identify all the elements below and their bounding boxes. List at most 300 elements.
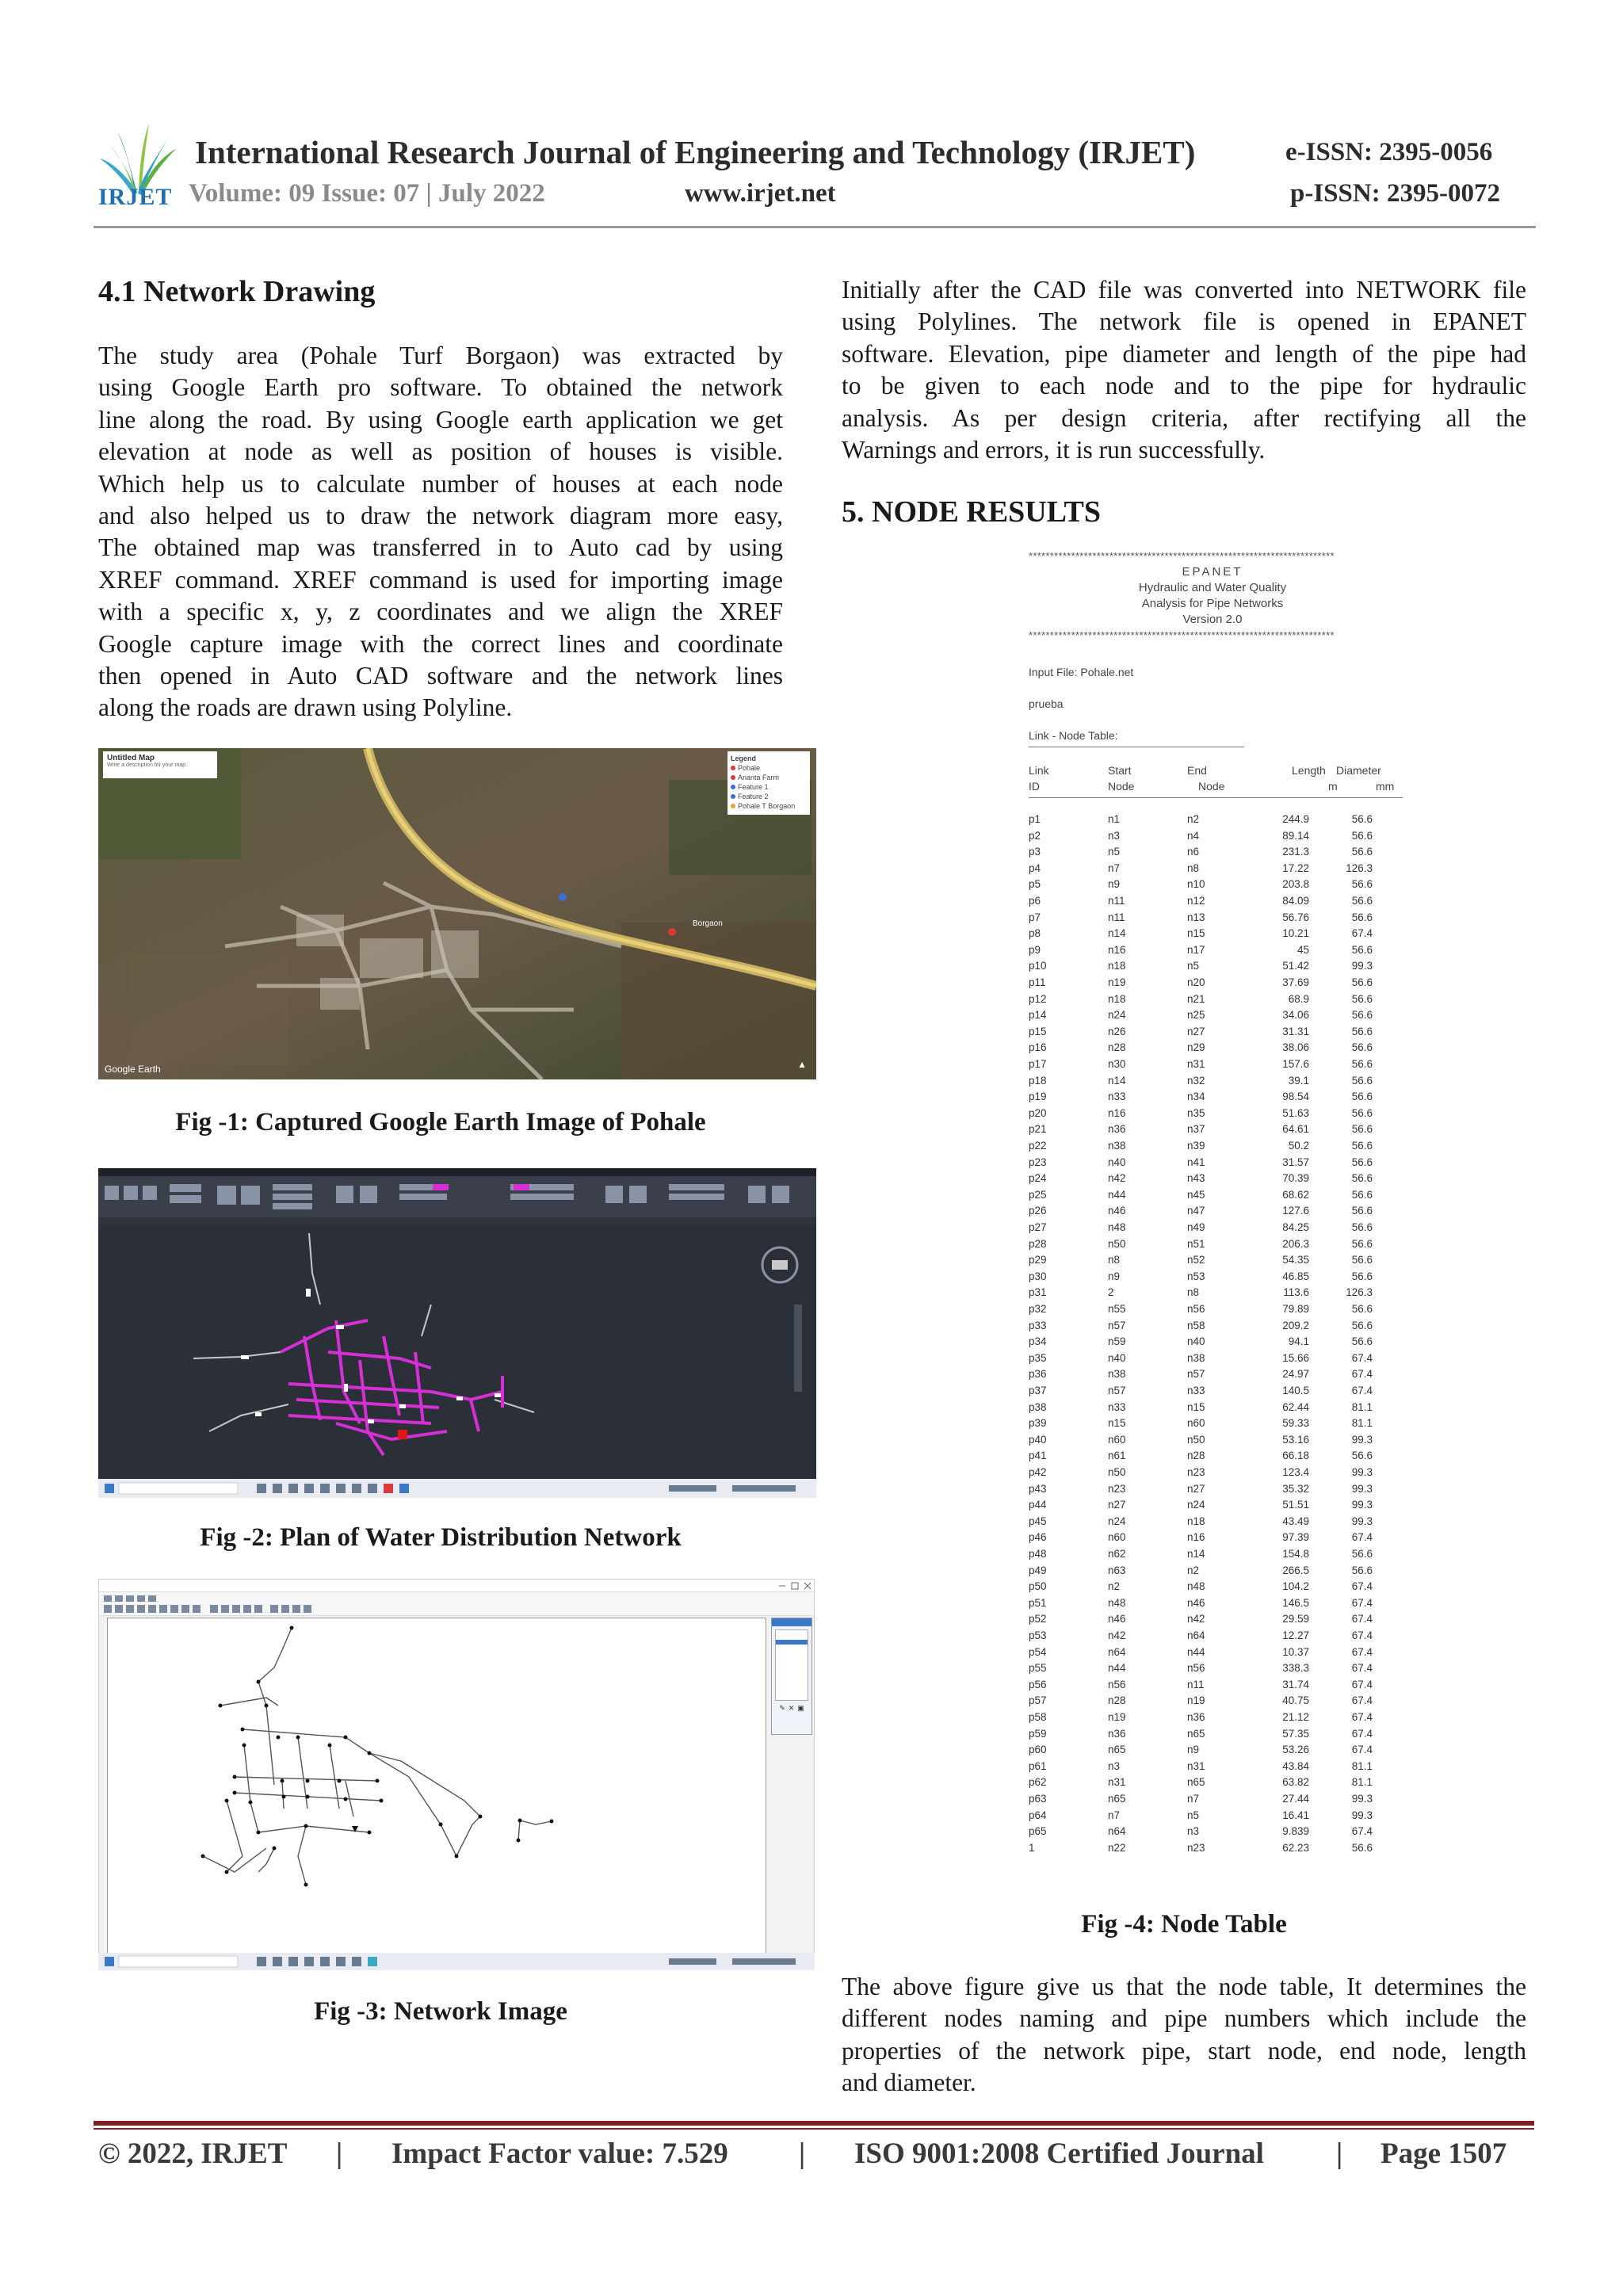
table-cell: n60	[1108, 1433, 1126, 1446]
table-cell: n60	[1108, 1531, 1126, 1544]
table-cell: n3	[1187, 1825, 1200, 1838]
browser-buttons	[772, 1704, 812, 1713]
table-row	[1022, 1548, 1403, 1564]
section-heading-node-results: 5. NODE RESULTS	[842, 495, 1101, 529]
table-cell: n65	[1108, 1793, 1126, 1805]
banner-line: Version 2.0	[1182, 613, 1243, 626]
table-cell: p61	[1029, 1759, 1047, 1772]
para-line: elevation at node as well as position of houses is visible.	[98, 437, 783, 466]
para-line: The above figure give us that the node table, It determines the	[842, 1973, 1526, 2000]
table-cell: 97.39	[1282, 1531, 1309, 1544]
table-cell: n22	[1108, 1841, 1126, 1854]
table-cell: n8	[1187, 861, 1200, 874]
table-cell: p2	[1029, 829, 1041, 842]
table-cell: 99.3	[1351, 1466, 1373, 1478]
header-divider	[94, 226, 1536, 228]
table-cell: n65	[1187, 1776, 1205, 1789]
table-cell: 81.1	[1351, 1759, 1373, 1772]
marker-icon	[731, 766, 735, 770]
table-cell: p36	[1029, 1368, 1047, 1381]
table-row	[1022, 1564, 1403, 1581]
fig1-satellite-image	[98, 748, 816, 1079]
table-cell: 113.6	[1283, 1286, 1309, 1299]
table-cell: n31	[1187, 1058, 1205, 1070]
footer-rule-thick	[94, 2121, 1534, 2126]
table-cell: 203.8	[1282, 878, 1309, 891]
header-text: Start	[1108, 764, 1132, 777]
table-cell: n48	[1108, 1221, 1126, 1233]
table-cell: p49	[1029, 1564, 1047, 1576]
table-cell: p51	[1029, 1596, 1047, 1609]
table-cell: n8	[1187, 1286, 1200, 1299]
table-cell: n56	[1108, 1678, 1126, 1690]
table-cell: 51.51	[1282, 1499, 1309, 1511]
table-row	[1022, 878, 1403, 895]
table-cell: n5	[1187, 960, 1200, 972]
footer-separator: |	[799, 2137, 806, 2170]
table-cell: n64	[1108, 1825, 1126, 1838]
table-row	[1022, 1335, 1403, 1352]
table-cell: n42	[1108, 1629, 1126, 1641]
table-row	[1022, 1172, 1403, 1189]
para-line: to be given to each node and to the pipe for hydraulic	[842, 372, 1526, 400]
table-row	[1022, 1254, 1403, 1270]
table-cell: p14	[1029, 1009, 1047, 1022]
map-title: Untitled Map	[107, 754, 155, 762]
table-cell: 56.6	[1351, 1319, 1373, 1331]
table-cell: n55	[1108, 1303, 1126, 1315]
table-cell: n52	[1187, 1254, 1205, 1266]
table-cell: p37	[1029, 1385, 1047, 1396]
table-cell: p35	[1029, 1351, 1047, 1364]
table-cell: 56.6	[1351, 1564, 1373, 1576]
logo-text: IRJET	[98, 184, 173, 210]
table-cell: p26	[1029, 1205, 1047, 1217]
table-cell: n42	[1108, 1172, 1126, 1185]
table-row	[1022, 1466, 1403, 1483]
header-subtext: Node	[1198, 780, 1225, 793]
table-cell: 127.6	[1282, 1205, 1309, 1217]
para-line: XREF command. XREF command is used for importing image	[98, 565, 783, 594]
table-cell: 126.3	[1346, 1286, 1373, 1299]
browser-list[interactable]	[775, 1629, 808, 1701]
table-cell: n59	[1108, 1335, 1126, 1348]
para-line: and also helped us to draw the network diagram more easy,	[98, 502, 783, 530]
footer-copyright: © 2022, IRJET	[98, 2137, 288, 2170]
table-cell: n2	[1187, 813, 1200, 825]
table-cell: n2	[1187, 1564, 1200, 1576]
fig2-caption	[98, 1523, 783, 1553]
para-line: using Polylines. The network file is opened in EPANET	[842, 308, 1526, 336]
table-cell: 56.6	[1351, 895, 1373, 907]
fig1-caption	[98, 1108, 783, 1137]
table-cell: 56.6	[1351, 976, 1373, 988]
table-cell: n3	[1108, 1759, 1121, 1772]
table-cell: n64	[1187, 1629, 1205, 1641]
table-cell: p44	[1029, 1499, 1047, 1511]
table-cell: 56.6	[1351, 992, 1373, 1005]
table-cell: 56.6	[1351, 829, 1373, 842]
table-cell: 56.6	[1351, 813, 1373, 825]
table-cell: 67.4	[1351, 1351, 1373, 1364]
para-line: The study area (Pohale Turf Borgaon) was extracted by	[98, 342, 783, 369]
table-cell: 67.4	[1351, 1662, 1373, 1675]
table-cell: n34	[1187, 1091, 1205, 1103]
table-cell: 231.3	[1282, 846, 1309, 858]
table-cell: n9	[1187, 1744, 1200, 1756]
table-cell: n24	[1187, 1499, 1205, 1511]
table-cell: 51.63	[1282, 1106, 1309, 1119]
table-cell: 37.69	[1282, 976, 1309, 988]
table-row	[1022, 1809, 1403, 1826]
table-cell: 63.82	[1282, 1776, 1309, 1789]
table-cell: n5	[1108, 846, 1121, 858]
table-title: Link - Node Table:	[1029, 729, 1118, 742]
table-cell: 84.25	[1282, 1221, 1309, 1233]
table-row	[1022, 1515, 1403, 1532]
table-row	[1022, 960, 1403, 976]
table-row	[1022, 976, 1403, 993]
table-cell: 56.6	[1351, 911, 1373, 923]
caption-text: : Captured Google Earth Image of Pohale	[239, 1108, 706, 1137]
table-cell: n15	[1187, 927, 1205, 940]
table-row	[1022, 1662, 1403, 1679]
table-cell: p38	[1029, 1400, 1047, 1413]
table-cell: 67.4	[1351, 1825, 1373, 1838]
table-row	[1022, 1091, 1403, 1107]
table-row	[1022, 1368, 1403, 1385]
table-cell: 154.8	[1282, 1548, 1309, 1560]
table-row	[1022, 1694, 1403, 1711]
table-cell: p65	[1029, 1825, 1047, 1838]
stars-border-bottom: ************************************************************************	[1029, 629, 1335, 641]
table-row	[1022, 1320, 1403, 1336]
col-header-length	[1292, 762, 1338, 794]
table-row	[1022, 1450, 1403, 1466]
table-cell: 56.6	[1351, 1106, 1373, 1119]
table-cell: n57	[1187, 1368, 1205, 1381]
table-cell: n28	[1108, 1694, 1126, 1707]
table-cell: n26	[1108, 1025, 1126, 1037]
table-cell: n64	[1108, 1645, 1126, 1658]
table-cell: 99.3	[1351, 1793, 1373, 1805]
table-cell: 38.06	[1282, 1041, 1309, 1054]
table-row	[1022, 1825, 1403, 1842]
epanet-intro-paragraph	[842, 274, 1526, 466]
table-cell: 67.4	[1351, 1613, 1373, 1626]
footer-iso: ISO 9001:2008 Certified Journal	[854, 2137, 1264, 2170]
table-cell: 67.4	[1351, 1678, 1373, 1690]
table-cell: 29.59	[1282, 1613, 1309, 1626]
table-row	[1022, 1058, 1403, 1075]
table-cell: 157.6	[1282, 1058, 1309, 1070]
table-cell: n65	[1108, 1744, 1126, 1756]
caption-label: Fig -1	[175, 1108, 240, 1137]
table-row	[1022, 1352, 1403, 1369]
header-subtext: mm	[1376, 780, 1395, 793]
table-cell: 56.6	[1351, 1172, 1373, 1185]
table-row	[1022, 1760, 1403, 1777]
table-cell: 70.39	[1282, 1172, 1309, 1185]
table-row	[1022, 1205, 1403, 1221]
table-cell: 56.6	[1351, 1254, 1373, 1266]
table-row	[1022, 1041, 1403, 1058]
table-cell: 56.76	[1282, 911, 1309, 923]
table-cell: n60	[1187, 1417, 1205, 1430]
col-header-diameter	[1336, 762, 1394, 794]
table-cell: 99.3	[1351, 960, 1373, 972]
table-cell: 99.3	[1351, 1482, 1373, 1495]
table-cell: 81.1	[1351, 1776, 1373, 1789]
table-cell: n14	[1187, 1548, 1205, 1560]
table-cell: 56.6	[1351, 1058, 1373, 1070]
p-issn: p-ISSN: 2395-0072	[1290, 179, 1500, 208]
add-icon[interactable]: ✎	[779, 1704, 785, 1712]
table-cell: n16	[1108, 1106, 1126, 1119]
table-cell: n49	[1187, 1221, 1205, 1233]
table-cell: 140.5	[1282, 1385, 1309, 1396]
table-cell: n18	[1187, 1515, 1205, 1527]
table-cell: n50	[1108, 1466, 1126, 1478]
fig4-caption	[842, 1910, 1526, 1939]
table-cell: n31	[1187, 1759, 1205, 1772]
caption-label: Fig -3	[314, 1997, 379, 2026]
table-cell: 56.6	[1351, 1009, 1373, 1022]
table-row	[1022, 1238, 1403, 1255]
table-cell: 84.09	[1282, 895, 1309, 907]
table-cell: 67.4	[1351, 1694, 1373, 1707]
table-cell: 43.84	[1282, 1759, 1309, 1772]
table-cell: 46.85	[1282, 1270, 1309, 1282]
marker-icon	[731, 775, 735, 780]
table-cell: 34.06	[1282, 1009, 1309, 1022]
legend-title: Legend	[731, 755, 757, 762]
table-cell: 67.4	[1351, 1711, 1373, 1723]
browser-panel[interactable]	[771, 1618, 812, 1735]
table-row	[1022, 1123, 1403, 1140]
table-row	[1022, 1483, 1403, 1499]
table-cell: n44	[1187, 1645, 1205, 1658]
journal-website-link[interactable]: www.irjet.net	[685, 179, 836, 208]
table-cell: 10.37	[1282, 1645, 1309, 1658]
table-cell: 56.6	[1351, 1025, 1373, 1037]
toolbar-icons	[99, 1592, 815, 1616]
table-cell: n11	[1108, 911, 1125, 923]
network-map-canvas[interactable]	[107, 1618, 766, 1957]
table-cell: p46	[1029, 1531, 1047, 1544]
table-cell: n9	[1108, 1270, 1121, 1282]
table-cell: 67.4	[1351, 1629, 1373, 1641]
cad-ribbon	[98, 1176, 816, 1217]
table-cell: 56.6	[1351, 1074, 1373, 1087]
marker-icon	[731, 794, 735, 799]
table-cell: 40.75	[1282, 1694, 1309, 1707]
ribbon-icons	[98, 1176, 816, 1217]
table-cell: n15	[1108, 1417, 1126, 1430]
table-cell: 21.12	[1282, 1711, 1309, 1723]
legend-item	[731, 793, 807, 800]
header-subtext: ID	[1029, 780, 1040, 793]
delete-icon[interactable]: ✕	[788, 1704, 795, 1712]
footer-separator: |	[1336, 2137, 1343, 2170]
table-row	[1022, 1711, 1403, 1728]
table-cell: p43	[1029, 1482, 1047, 1495]
table-cell: 59.33	[1282, 1417, 1309, 1430]
marker-icon	[731, 785, 735, 789]
table-cell: n20	[1187, 976, 1205, 988]
table-cell: 56.6	[1351, 1156, 1373, 1168]
table-row	[1022, 1434, 1403, 1450]
table-cell: 56.6	[1351, 1140, 1373, 1152]
table-cell: n43	[1187, 1172, 1205, 1185]
table-cell: 1	[1029, 1841, 1035, 1854]
table-cell: n35	[1187, 1106, 1205, 1119]
table-cell: n56	[1187, 1303, 1205, 1315]
table-cell: p15	[1029, 1025, 1047, 1037]
browser-selected-row[interactable]	[776, 1640, 808, 1645]
table-cell: p39	[1029, 1417, 1047, 1430]
table-row	[1022, 1793, 1403, 1809]
table-cell: p24	[1029, 1172, 1047, 1185]
table-cell: 24.97	[1282, 1368, 1309, 1381]
legend-label: Feature 1	[738, 783, 769, 791]
table-cell: 67.4	[1351, 927, 1373, 940]
table-cell: 266.5	[1282, 1564, 1309, 1576]
table-cell: n1	[1108, 813, 1121, 825]
table-row	[1022, 846, 1403, 862]
table-row	[1022, 1107, 1403, 1124]
table-cell: 9.839	[1282, 1825, 1309, 1838]
para-line: properties of the network pipe, start node, end node, length	[842, 2036, 1526, 2065]
table-cell: n33	[1108, 1091, 1126, 1103]
col-header-link	[1029, 762, 1049, 794]
legend-item	[731, 783, 807, 791]
table-cell: p48	[1029, 1548, 1047, 1560]
table-cell: n2	[1108, 1580, 1121, 1593]
table-row	[1022, 1401, 1403, 1418]
table-row	[1022, 1531, 1403, 1548]
table-cell: 53.16	[1282, 1433, 1309, 1446]
table-cell: n46	[1187, 1596, 1205, 1609]
table-cell: 67.4	[1351, 1596, 1373, 1609]
table-cell: 45	[1296, 943, 1309, 956]
journal-title: International Research Journal of Engineering and Technology (IRJET)	[195, 134, 1196, 170]
table-cell: p6	[1029, 895, 1041, 907]
table-cell: 15.66	[1282, 1351, 1309, 1364]
table-cell: p11	[1029, 976, 1046, 988]
edit-icon[interactable]: ▣	[797, 1704, 804, 1712]
table-cell: n23	[1187, 1466, 1205, 1478]
header-subtext: m	[1328, 780, 1338, 793]
node-table-description	[842, 1971, 1526, 2099]
input-file-line: Input File: Pohale.net	[1029, 666, 1134, 678]
legend-label: Ananta Farm	[738, 774, 780, 781]
table-row	[1022, 1744, 1403, 1760]
table-cell: p22	[1029, 1140, 1047, 1152]
table-row	[1022, 1842, 1403, 1859]
table-cell: n65	[1187, 1727, 1205, 1740]
map-subtitle: Write a description for your map.	[107, 762, 188, 768]
table-row	[1022, 1189, 1403, 1205]
table-row	[1022, 1221, 1403, 1238]
table-row	[1022, 1417, 1403, 1434]
col-header-end	[1187, 762, 1224, 794]
epanet-titlebar	[99, 1580, 815, 1592]
table-cell: 67.4	[1351, 1645, 1373, 1658]
table-cell: 56.6	[1351, 943, 1373, 956]
table-cell: p42	[1029, 1466, 1047, 1478]
table-cell: 81.1	[1351, 1400, 1373, 1413]
table-cell: 104.2	[1282, 1580, 1309, 1593]
legend-item	[731, 764, 807, 772]
volume-issue: Volume: 09 Issue: 07 | July 2022	[189, 179, 545, 208]
table-cell: 56.6	[1351, 1221, 1373, 1233]
table-row	[1022, 927, 1403, 944]
table-cell: p60	[1029, 1744, 1047, 1756]
table-cell: n16	[1108, 943, 1126, 956]
table-cell: 17.22	[1282, 861, 1309, 874]
table-cell: p7	[1029, 911, 1041, 923]
table-cell: 67.4	[1351, 1531, 1373, 1544]
table-cell: n40	[1108, 1156, 1126, 1168]
table-cell: n36	[1187, 1711, 1205, 1723]
para-line: Which help us to calculate number of houses at each node	[98, 469, 783, 498]
footer-page-number: Page 1507	[1381, 2137, 1507, 2170]
table-cell: p12	[1029, 992, 1047, 1005]
table-cell: n42	[1187, 1613, 1205, 1626]
table-cell: 123.4	[1282, 1466, 1309, 1478]
table-cell: n41	[1187, 1156, 1205, 1168]
para-line: different nodes naming and pipe numbers which include the	[842, 2004, 1526, 2033]
table-cell: 56.6	[1351, 846, 1373, 858]
footer-rule-thin	[94, 2128, 1534, 2130]
table-cell: n46	[1108, 1205, 1126, 1217]
table-cell: p10	[1029, 960, 1047, 972]
table-cell: n7	[1187, 1793, 1200, 1805]
para-line: Google capture image with the correct lines and coordinate	[98, 629, 783, 658]
table-cell: 67.4	[1351, 1368, 1373, 1381]
table-cell: n19	[1108, 976, 1126, 988]
table-cell: p57	[1029, 1694, 1047, 1707]
header-subtext: Node	[1108, 780, 1135, 793]
windows-taskbar	[98, 1479, 816, 1498]
cad-tabs	[98, 1217, 816, 1225]
table-row	[1022, 1776, 1403, 1793]
table-cell: p30	[1029, 1270, 1047, 1282]
para-line: along the roads are drawn using Polyline.	[98, 693, 513, 722]
cad-network-drawing	[98, 1225, 816, 1480]
table-cell: n27	[1108, 1499, 1126, 1511]
table-cell: p63	[1029, 1793, 1047, 1805]
para-line: then opened in Auto CAD software and the network lines	[98, 662, 783, 690]
header-text: Length	[1292, 764, 1326, 777]
table-row	[1022, 1646, 1403, 1663]
para-line: analysis. As per design criteria, after rectifying all the	[842, 403, 1526, 432]
table-cell: 39.1	[1288, 1074, 1309, 1087]
table-cell: n39	[1187, 1140, 1205, 1152]
table-cell: n11	[1187, 1678, 1205, 1690]
table-cell: n7	[1108, 861, 1121, 874]
para-line: software. Elevation, pipe diameter and length of the pipe had	[842, 339, 1526, 368]
table-cell: n44	[1108, 1662, 1126, 1675]
map-info-panel	[103, 751, 217, 778]
table-cell: n9	[1108, 878, 1121, 891]
table-cell: n18	[1108, 960, 1126, 972]
table-row	[1022, 1156, 1403, 1173]
table-cell: n38	[1108, 1368, 1126, 1381]
table-cell: n17	[1187, 943, 1205, 956]
para-line: Initially after the CAD file was converted into NETWORK file	[842, 276, 1526, 304]
